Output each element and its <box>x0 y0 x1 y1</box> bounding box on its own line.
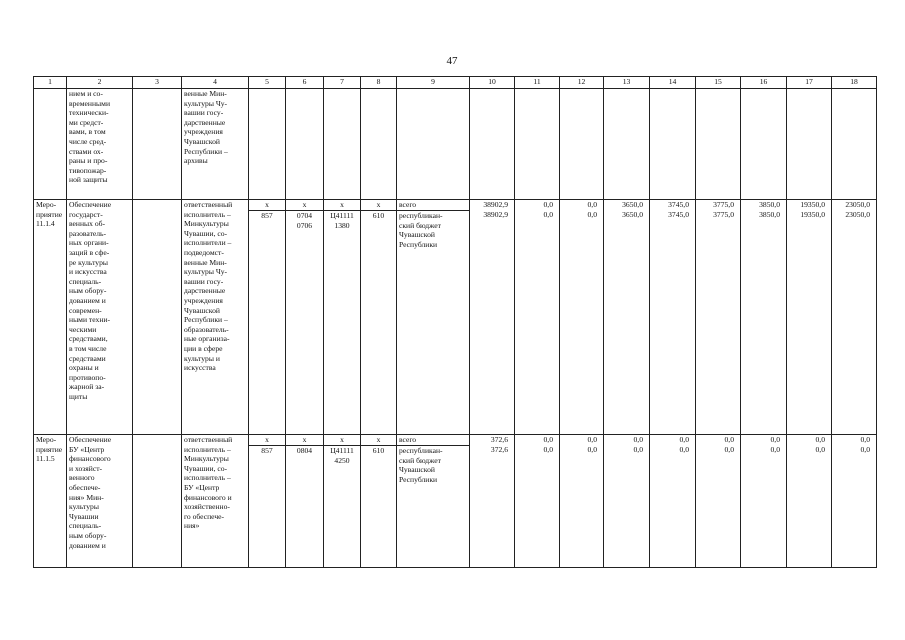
year-value: 0,0 <box>587 210 597 219</box>
funding-source-cell <box>397 200 470 435</box>
year-value: 0,0 <box>543 210 553 219</box>
year-value: 0,0 <box>633 445 643 454</box>
grbs-code: х <box>265 200 269 209</box>
column-number-cell: 13 <box>604 77 650 89</box>
year-value-cell <box>741 200 787 435</box>
year-value: 3850,0 <box>759 200 780 209</box>
year-value: 0,0 <box>724 445 734 454</box>
target-article-cell <box>324 200 361 435</box>
year-value-cell <box>832 200 877 435</box>
section-code-cell <box>286 200 324 435</box>
year-value: 19350,0 <box>800 210 825 219</box>
year-value-cell <box>832 89 877 200</box>
year-value-cell <box>560 89 604 200</box>
year-value-cell <box>787 200 832 435</box>
expense-type: х <box>376 200 381 209</box>
year-value: 23050,0 <box>845 210 870 219</box>
year-value: 0,0 <box>543 445 553 454</box>
year-value-cell <box>604 200 650 435</box>
measure-name: нием и со- временными технически- ми средст- вами, в том числе сред- ствами ох- раны и про- тивопожар- ной защиты <box>67 89 133 200</box>
page-number: 47 <box>446 55 458 67</box>
column-number-cell: 17 <box>787 77 832 89</box>
target-article: Ц41111 4250 <box>324 445 360 465</box>
column-number-cell: 14 <box>650 77 696 89</box>
column-number-cell: 1 <box>34 77 67 89</box>
grbs-code-cell <box>249 89 286 200</box>
program-table <box>33 76 877 568</box>
year-value: 38902,9 <box>483 200 508 209</box>
year-value-cell <box>741 435 787 568</box>
target-article: х <box>340 200 344 209</box>
funding-source: всего <box>399 435 417 444</box>
year-value-cell <box>560 200 604 435</box>
funding-source: республикан- ский бюджет Чувашской Республики <box>397 210 469 249</box>
year-value: 0,0 <box>815 435 825 444</box>
column-number-cell: 11 <box>515 77 560 89</box>
column-number-cell: 18 <box>832 77 877 89</box>
year-value: 0,0 <box>815 445 825 454</box>
target-article-cell <box>324 89 361 200</box>
target-article: х <box>340 435 344 444</box>
year-value: 38902,9 <box>483 210 508 219</box>
year-value-cell <box>650 435 696 568</box>
funding-source: всего <box>399 200 417 209</box>
year-value: 19350,0 <box>800 200 825 209</box>
column-number-cell: 8 <box>361 77 397 89</box>
target-article-cell <box>324 435 361 568</box>
expense-type-cell <box>361 200 397 435</box>
year-value: 0,0 <box>679 435 689 444</box>
section-code: х <box>302 200 307 209</box>
subprogram-cell <box>133 200 182 435</box>
executor: ответственный исполнитель – Минкультуры Чувашии, со- исполнитель – БУ «Центр финансового и хозяйственно- го обеспече- ния» <box>182 435 249 568</box>
year-value: 3745,0 <box>668 200 689 209</box>
year-value-cell <box>832 435 877 568</box>
funding-source-cell <box>397 89 470 200</box>
year-value: 0,0 <box>770 445 780 454</box>
expense-type: 610 <box>361 210 396 221</box>
grbs-code: х <box>265 435 269 444</box>
column-number-cell: 10 <box>470 77 515 89</box>
year-value: 372,6 <box>490 435 508 444</box>
table-row <box>34 89 877 200</box>
year-value-cell <box>650 200 696 435</box>
expense-type: х <box>376 435 381 444</box>
executor: венные Мин- культуры Чу- вашии госу- дарственные учреждения Чувашской Республики – архивы <box>182 89 249 200</box>
year-value: 0,0 <box>860 445 870 454</box>
section-code: 0704 0706 <box>286 210 323 230</box>
year-value-cell <box>696 89 741 200</box>
year-value: 0,0 <box>679 445 689 454</box>
year-value: 0,0 <box>724 435 734 444</box>
section-code: 0804 <box>286 445 323 456</box>
year-value: 3850,0 <box>759 210 780 219</box>
year-value: 23050,0 <box>845 200 870 209</box>
column-number-cell: 3 <box>133 77 182 89</box>
measure-name: Обеспечение государст- венных об- разователь- ных органи- заций в сфе- ре культуры и искусства специаль- ным обору- дованием и современ- ными техни- ческими средствами, в том числе средствами охраны и противопо- жарной за- щиты <box>67 200 133 435</box>
measure-number: Меро- приятие 11.1.4 <box>34 200 67 435</box>
year-value: 3650,0 <box>622 210 643 219</box>
section-code-cell <box>286 435 324 568</box>
year-value-cell <box>787 435 832 568</box>
year-value: 0,0 <box>543 200 553 209</box>
column-number-cell: 5 <box>249 77 286 89</box>
executor: ответственный исполнитель – Минкультуры Чувашии, со- исполнители – подведомст- венные Мин- культуры Чу- вашии госу- дарственные учреждения Чувашской Республики – образователь- ные организа- ции в сфере культуры и искусства <box>182 200 249 435</box>
column-number-cell: 7 <box>324 77 361 89</box>
funding-source-cell <box>397 435 470 568</box>
section-code: х <box>302 435 307 444</box>
year-value: 3745,0 <box>668 210 689 219</box>
subprogram-cell <box>133 435 182 568</box>
column-number-cell: 2 <box>67 77 133 89</box>
year-value: 0,0 <box>543 435 553 444</box>
target-article: Ц41111 1380 <box>324 210 360 230</box>
year-value-cell <box>470 89 515 200</box>
grbs-code-cell <box>249 435 286 568</box>
column-number-cell: 4 <box>182 77 249 89</box>
year-value: 0,0 <box>587 445 597 454</box>
year-value-cell <box>560 435 604 568</box>
year-value: 0,0 <box>587 200 597 209</box>
year-value: 0,0 <box>587 435 597 444</box>
grbs-code: 857 <box>249 210 285 221</box>
year-value-cell <box>470 435 515 568</box>
expense-type-cell <box>361 435 397 568</box>
year-value-cell <box>515 200 560 435</box>
column-number-cell: 16 <box>741 77 787 89</box>
year-value-cell <box>696 435 741 568</box>
year-value-cell <box>515 89 560 200</box>
section-code-cell <box>286 89 324 200</box>
grbs-code-cell <box>249 200 286 435</box>
year-value-cell <box>604 435 650 568</box>
year-value-cell <box>470 200 515 435</box>
subprogram-cell <box>133 89 182 200</box>
expense-type-cell <box>361 89 397 200</box>
year-value-cell <box>604 89 650 200</box>
year-value: 0,0 <box>633 435 643 444</box>
table-row <box>34 200 877 435</box>
year-value: 3650,0 <box>622 200 643 209</box>
year-value-cell <box>515 435 560 568</box>
expense-type: 610 <box>361 445 396 456</box>
grbs-code: 857 <box>249 445 285 456</box>
year-value-cell <box>741 89 787 200</box>
funding-source: республикан- ский бюджет Чувашской Республики <box>397 445 469 484</box>
measure-name: Обеспечение БУ «Центр финансового и хозяйст- венного обеспече- ния» Мин- культуры Чувашии специаль- ным обору- дованием и <box>67 435 133 568</box>
year-value: 3775,0 <box>713 210 734 219</box>
year-value-cell <box>787 89 832 200</box>
year-value-cell <box>650 89 696 200</box>
year-value-cell <box>696 200 741 435</box>
column-number-cell: 9 <box>397 77 470 89</box>
year-value: 0,0 <box>770 435 780 444</box>
measure-number <box>34 89 67 200</box>
column-number-row <box>34 77 877 89</box>
column-number-cell: 15 <box>696 77 741 89</box>
column-number-cell: 6 <box>286 77 324 89</box>
table-row <box>34 435 877 568</box>
year-value: 372,6 <box>490 445 508 454</box>
measure-number: Меро- приятие 11.1.5 <box>34 435 67 568</box>
column-number-cell: 12 <box>560 77 604 89</box>
year-value: 0,0 <box>860 435 870 444</box>
year-value: 3775,0 <box>713 200 734 209</box>
